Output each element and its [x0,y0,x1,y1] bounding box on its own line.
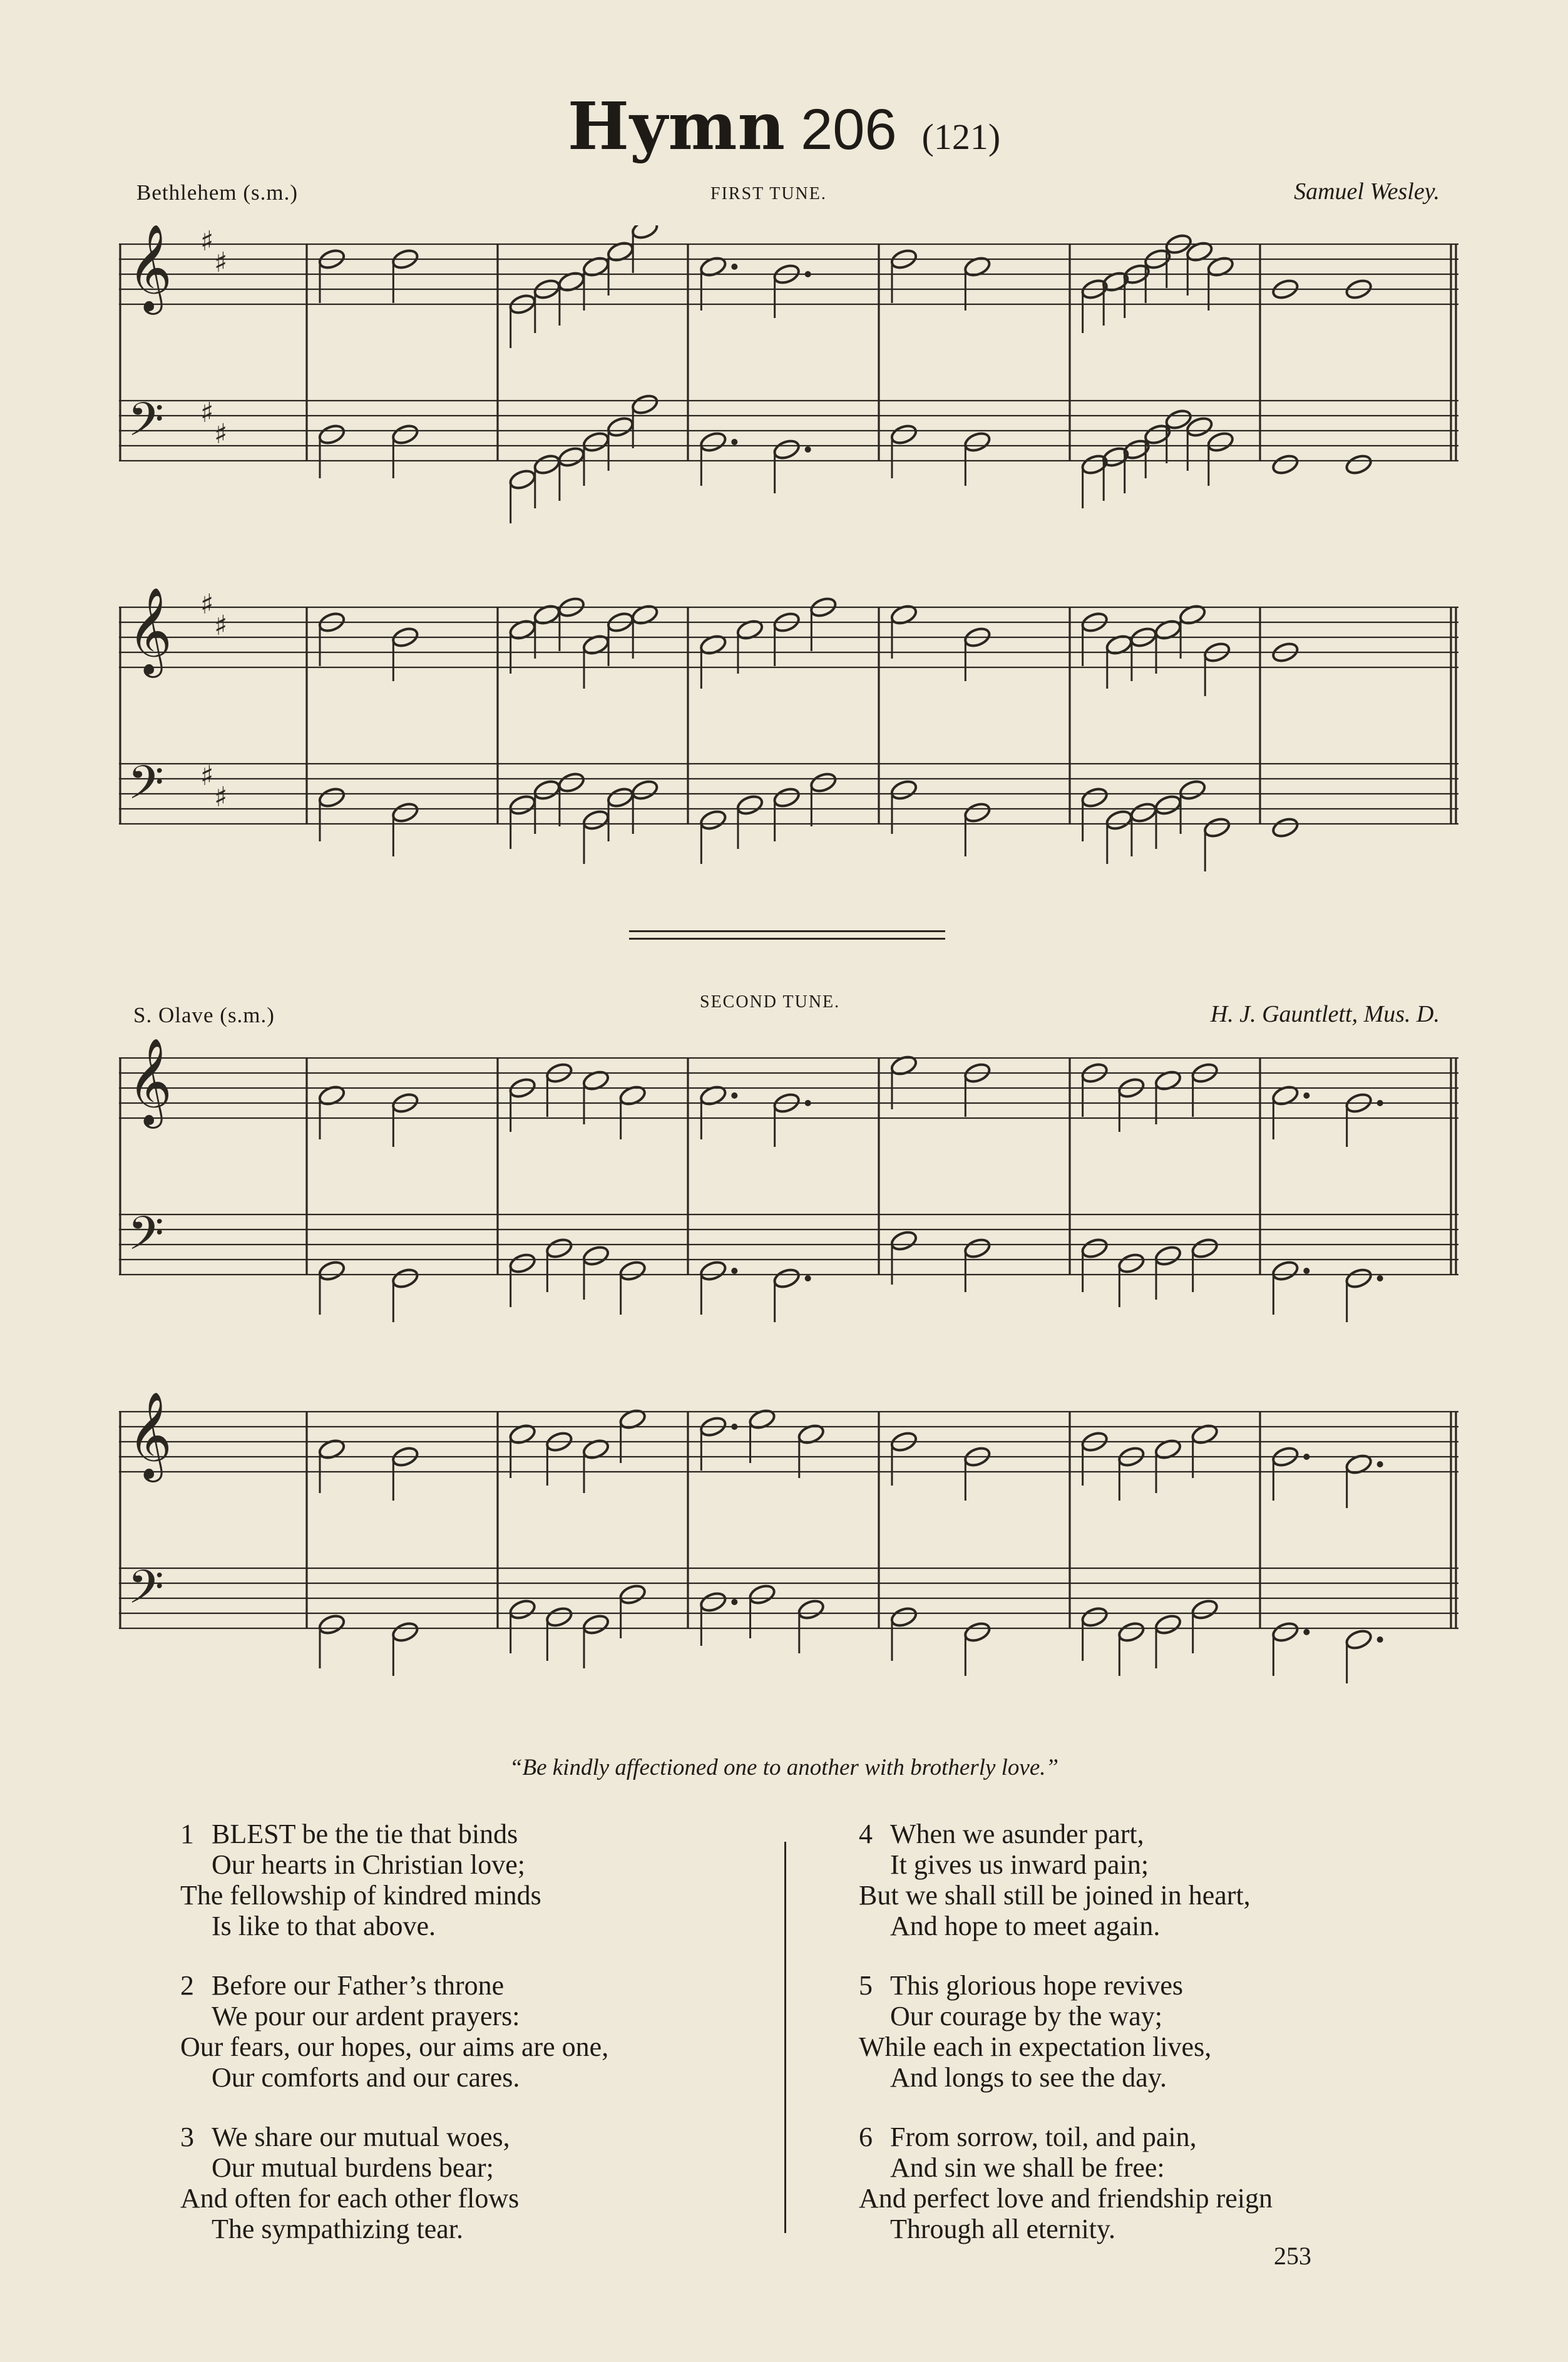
hymn-title-word: Hymn [567,88,786,165]
verse-number: 1 [180,1819,194,1849]
verse-6 [859,2122,1273,2244]
verse-line: We pour our ardent prayers: [212,2001,520,2031]
verse-number: 4 [859,1819,873,1849]
bass-clef-icon: 𝄢 [128,1560,164,1626]
note-head [1129,801,1158,824]
treble-clef-icon: 𝄞 [128,1393,172,1479]
verse-line: Our mutual burdens bear; [212,2152,494,2183]
note-head [630,393,659,416]
dot-icon [731,1268,737,1274]
note-head [1154,793,1182,816]
verse-4 [859,1819,1273,1941]
verse-line: Our courage by the way; [890,2001,1162,2031]
dot-icon [1377,1275,1383,1281]
verse-line: When we asunder part, [890,1819,1144,1849]
note-head [1271,1259,1299,1282]
note-head [582,430,610,453]
verse-line: Through all eternity. [890,2214,1116,2244]
note-head [1191,1236,1219,1260]
verse-line: Our fears, our hopes, our aims are one, [180,2031,609,2062]
note-head [391,801,419,824]
sharp-sign-icon: ♯ [200,397,214,429]
note-head [1105,808,1134,831]
tune-name-second: S. Olave (s.m.) [133,1003,275,1027]
note-head [699,808,727,831]
hymn-number: 206 [801,98,897,162]
note-head [317,786,346,809]
tune-divider-lower [629,938,945,940]
note-head [772,786,801,809]
dot-icon [731,264,737,270]
note-head [545,1236,573,1260]
dot-icon [1303,1268,1309,1274]
note-head [630,225,659,241]
verse-3 [180,2122,608,2244]
note-head [1345,453,1373,476]
verse-line: And longs to see the day. [890,2062,1167,2093]
music-system-2 [119,588,1458,914]
staff-lines [119,1412,1458,1628]
note-head [1080,1236,1109,1260]
note-head [1117,1251,1145,1275]
verse-line: While each in expectation lives, [859,2031,1212,2062]
note-head [1154,1244,1182,1267]
note-head [889,1229,918,1252]
hymn-title [0,88,1568,165]
verse-1 [180,1819,608,1941]
note-head [606,415,635,438]
composer-second: H. J. Gauntlett, Mus. D. [1210,1001,1440,1027]
note-head [889,423,918,446]
note-head [1178,778,1207,801]
verse-line: It gives us inward pain; [890,1849,1149,1880]
verse-line: And sin we shall be free: [890,2152,1165,2183]
dot-icon [1303,1629,1309,1635]
verse-line: And perfect love and friendship reign [859,2183,1273,2214]
verse-number: 2 [180,1970,194,2001]
verse-number: 6 [859,2122,873,2152]
dot-icon [731,1599,737,1605]
treble-clef-icon: 𝄞 [128,1039,172,1125]
note-head [809,771,838,794]
note-head [391,1266,419,1290]
note-head [545,1605,573,1628]
note-head [748,1583,777,1606]
note-head [317,1259,346,1282]
dot-icon [731,1424,737,1430]
note-head [1271,816,1299,839]
verse-line: The sympathizing tear. [212,2214,463,2244]
note-head [963,1620,992,1643]
treble-clef-icon: 𝄞 [128,225,172,311]
note-head [1271,1620,1299,1643]
bass-clef-icon: 𝄢 [128,756,164,821]
note-head [889,1605,918,1628]
note-head [963,430,992,453]
verse-line: BLEST be the tie that binds [212,1819,518,1849]
note-head [772,1266,801,1290]
note-head [1206,430,1235,453]
verse-number: 5 [859,1970,873,2001]
verse-2 [180,1970,608,2093]
note-head [508,468,537,491]
note-head [797,1598,826,1621]
note-head [582,808,610,831]
note-head [317,1613,346,1636]
note-head [1080,786,1109,809]
note-head [508,1251,537,1275]
note-head [963,1236,992,1260]
note-head [699,1259,727,1282]
column-divider [784,1842,786,2233]
sharp-sign-icon: ♯ [214,781,228,813]
note-head [582,1613,610,1636]
music-system-4 [119,1393,1458,1718]
epigraph: “Be kindly affectioned one to another with brotherly love.” [509,1755,1059,1780]
note-head [1080,1605,1109,1628]
note-head [508,1598,537,1621]
note-head [1345,1628,1373,1651]
sharp-sign-icon: ♯ [200,760,214,792]
note-head [391,1620,419,1643]
composer-first: Samuel Wesley. [1294,178,1440,205]
hymn-alt-number: (121) [921,116,1001,157]
note-head [1117,1620,1145,1643]
dot-icon [1303,1454,1309,1460]
verse-line: But we shall still be joined in heart, [859,1880,1251,1911]
music-system-4-svg [119,1393,1458,1718]
dot-icon [1303,1092,1309,1099]
music-system-2-svg [119,588,1458,914]
verse-line: We share our mutual woes, [212,2122,510,2152]
treble-clef-icon: 𝄞 [128,588,172,674]
dot-icon [731,1092,737,1099]
note-head [533,778,561,801]
note-head [772,438,801,461]
page-number: 253 [1274,2242,1311,2270]
dot-icon [1377,1461,1383,1467]
tune-label-first: FIRST TUNE. [710,184,827,203]
sharp-sign-icon: ♯ [214,418,228,450]
music-system-1 [119,225,1458,551]
note-head [699,1590,727,1613]
music-system-3-svg [119,1039,1458,1340]
dot-icon [805,1100,811,1106]
staff-lines [119,1058,1458,1275]
note-head [963,801,992,824]
verse-number: 3 [180,2122,194,2152]
sharp-sign-icon: ♯ [214,247,228,279]
note-head [557,445,586,468]
verse-line: Our hearts in Christian love; [212,1849,526,1880]
verse-line: And often for each other flows [180,2183,520,2214]
note-head [533,453,561,476]
verse-line: Our comforts and our cares. [212,2062,520,2093]
note-head [618,1259,647,1282]
note-head [1202,816,1231,839]
note-head [582,1244,610,1267]
music-system-1-svg [119,225,1458,551]
note-head [508,793,537,816]
note-head [1345,1266,1373,1290]
note-head [889,778,918,801]
verses-right-column [859,1819,1273,2273]
sharp-sign-icon: ♯ [200,588,214,620]
verse-line: This glorious hope revives [890,1970,1184,2001]
bass-clef-icon: 𝄢 [128,393,164,458]
verse-line: Is like to that above. [212,1911,436,1941]
note-head [606,786,635,809]
dot-icon [1377,1636,1383,1643]
note-head [317,423,346,446]
tune-name-first: Bethlehem (s.m.) [136,180,299,205]
note-head [1154,1613,1182,1636]
music-system-3 [119,1039,1458,1340]
sharp-sign-icon: ♯ [214,610,228,642]
dot-icon [805,1275,811,1281]
verse-5 [859,1970,1273,2093]
note-head [557,771,586,794]
verse-line: Before our Father’s throne [212,1970,505,2001]
verses-left-column [180,1819,608,2273]
sharp-sign-icon: ♯ [200,225,214,257]
note-head [735,793,764,816]
note-head [1271,453,1299,476]
note-head [618,1583,647,1606]
note-head [391,423,419,446]
bass-clef-icon: 𝄢 [128,1206,164,1272]
dot-icon [731,439,737,445]
note-head [1191,1598,1219,1621]
dot-icon [1377,1100,1383,1106]
note-head [699,430,727,453]
verse-line: The fellowship of kindred minds [180,1880,541,1911]
dot-icon [805,271,811,277]
note-head [630,778,659,801]
dot-icon [805,446,811,453]
verse-line: From sorrow, toil, and pain, [890,2122,1197,2152]
tune-divider [629,930,945,932]
tune-label-second: SECOND TUNE. [700,992,841,1012]
verse-line: And hope to meet again. [890,1911,1161,1941]
